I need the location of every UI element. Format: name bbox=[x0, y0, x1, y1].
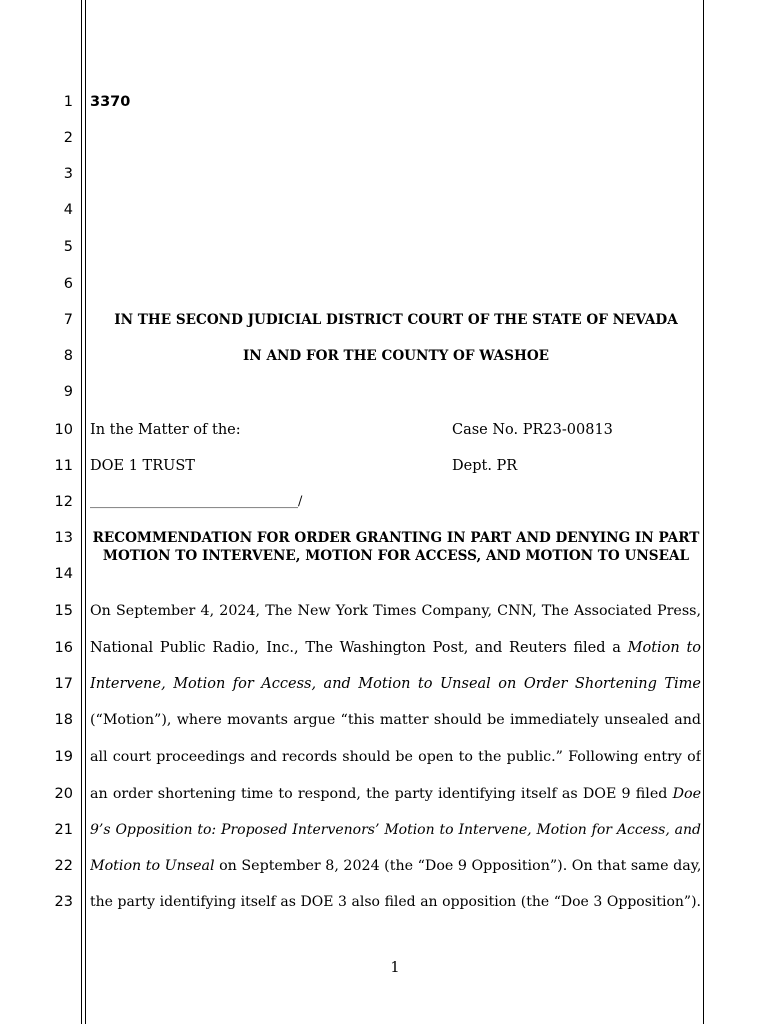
party-name: DOE 1 TRUST bbox=[90, 458, 195, 474]
line-number: 1 bbox=[63, 94, 73, 110]
body-italic: Motion to bbox=[627, 640, 701, 656]
body-line: the party identifying itself as DOE 3 also filed an opposition (the “Doe 3 Opposition”). bbox=[90, 894, 701, 910]
body-line bbox=[90, 856, 701, 876]
line-number: 21 bbox=[54, 822, 73, 838]
line-number: 15 bbox=[54, 603, 73, 619]
case-number: Case No. PR23-00813 bbox=[452, 422, 613, 438]
body-italic: Intervene, Motion for Access, and Motion to Unseal on Order Shortening Time bbox=[90, 676, 701, 692]
caption-separator: ________________________________/ bbox=[90, 494, 303, 509]
body-line: (“Motion”), where movants argue “this matter should be immediately unsealed and bbox=[90, 712, 701, 728]
county-heading: IN AND FOR THE COUNTY OF WASHOE bbox=[242, 348, 550, 364]
line-number: 6 bbox=[63, 276, 73, 292]
document-code: 3370 bbox=[90, 94, 131, 110]
line-number: 8 bbox=[63, 348, 73, 364]
line-number: 13 bbox=[54, 530, 73, 546]
line-number: 16 bbox=[54, 640, 73, 656]
body-line bbox=[90, 820, 701, 840]
body-line bbox=[90, 638, 701, 658]
body-line: On September 4, 2024, The New York Times Company, CNN, The Associated Press, bbox=[90, 603, 701, 619]
line-number: 22 bbox=[54, 858, 73, 874]
left-margin-rule-outer bbox=[81, 0, 82, 1024]
body-text: National Public Radio, Inc., The Washington Post, and Reuters filed a bbox=[90, 640, 628, 656]
court-name-heading: IN THE SECOND JUDICIAL DISTRICT COURT OF THE STATE OF NEVADA bbox=[114, 312, 678, 328]
department: Dept. PR bbox=[452, 458, 518, 474]
line-number: 18 bbox=[54, 712, 73, 728]
line-number: 10 bbox=[54, 422, 73, 438]
body-text: an order shortening time to respond, the party identifying itself as DOE 9 filed bbox=[90, 786, 673, 802]
line-number: 9 bbox=[63, 384, 73, 400]
line-number: 19 bbox=[54, 749, 73, 765]
line-number: 7 bbox=[63, 312, 73, 328]
page-number: 1 bbox=[390, 960, 400, 976]
right-margin-rule bbox=[703, 0, 704, 1024]
line-number: 3 bbox=[63, 166, 73, 182]
body-italic: 9’s Opposition to: Proposed Intervenors’ Motion to Intervene, Motion for Access, and bbox=[90, 822, 701, 838]
matter-label: In the Matter of the: bbox=[90, 422, 241, 438]
body-italic: Motion to Unseal bbox=[90, 858, 215, 874]
line-number: 4 bbox=[63, 202, 73, 218]
document-title: RECOMMENDATION FOR ORDER GRANTING IN PART AND DENYING IN PART MOTION TO INTERVENE, MOTION FOR ACCESS, AND MOTION TO UNSEAL bbox=[92, 530, 700, 564]
body-line: all court proceedings and records should be open to the public.” Following entry of bbox=[90, 749, 701, 765]
left-margin-rule-inner bbox=[85, 0, 86, 1024]
line-number: 17 bbox=[54, 676, 73, 692]
line-number: 14 bbox=[54, 566, 73, 582]
line-number: 20 bbox=[54, 786, 73, 802]
line-number: 23 bbox=[54, 894, 73, 910]
body-line bbox=[90, 674, 701, 694]
line-number: 2 bbox=[63, 130, 73, 146]
body-italic: Doe bbox=[672, 786, 701, 802]
body-text: on September 8, 2024 (the “Doe 9 Opposition”). On that same day, bbox=[214, 858, 701, 874]
line-number: 12 bbox=[54, 494, 73, 510]
line-number: 5 bbox=[63, 239, 73, 255]
line-number: 11 bbox=[54, 458, 73, 474]
body-line bbox=[90, 784, 701, 804]
